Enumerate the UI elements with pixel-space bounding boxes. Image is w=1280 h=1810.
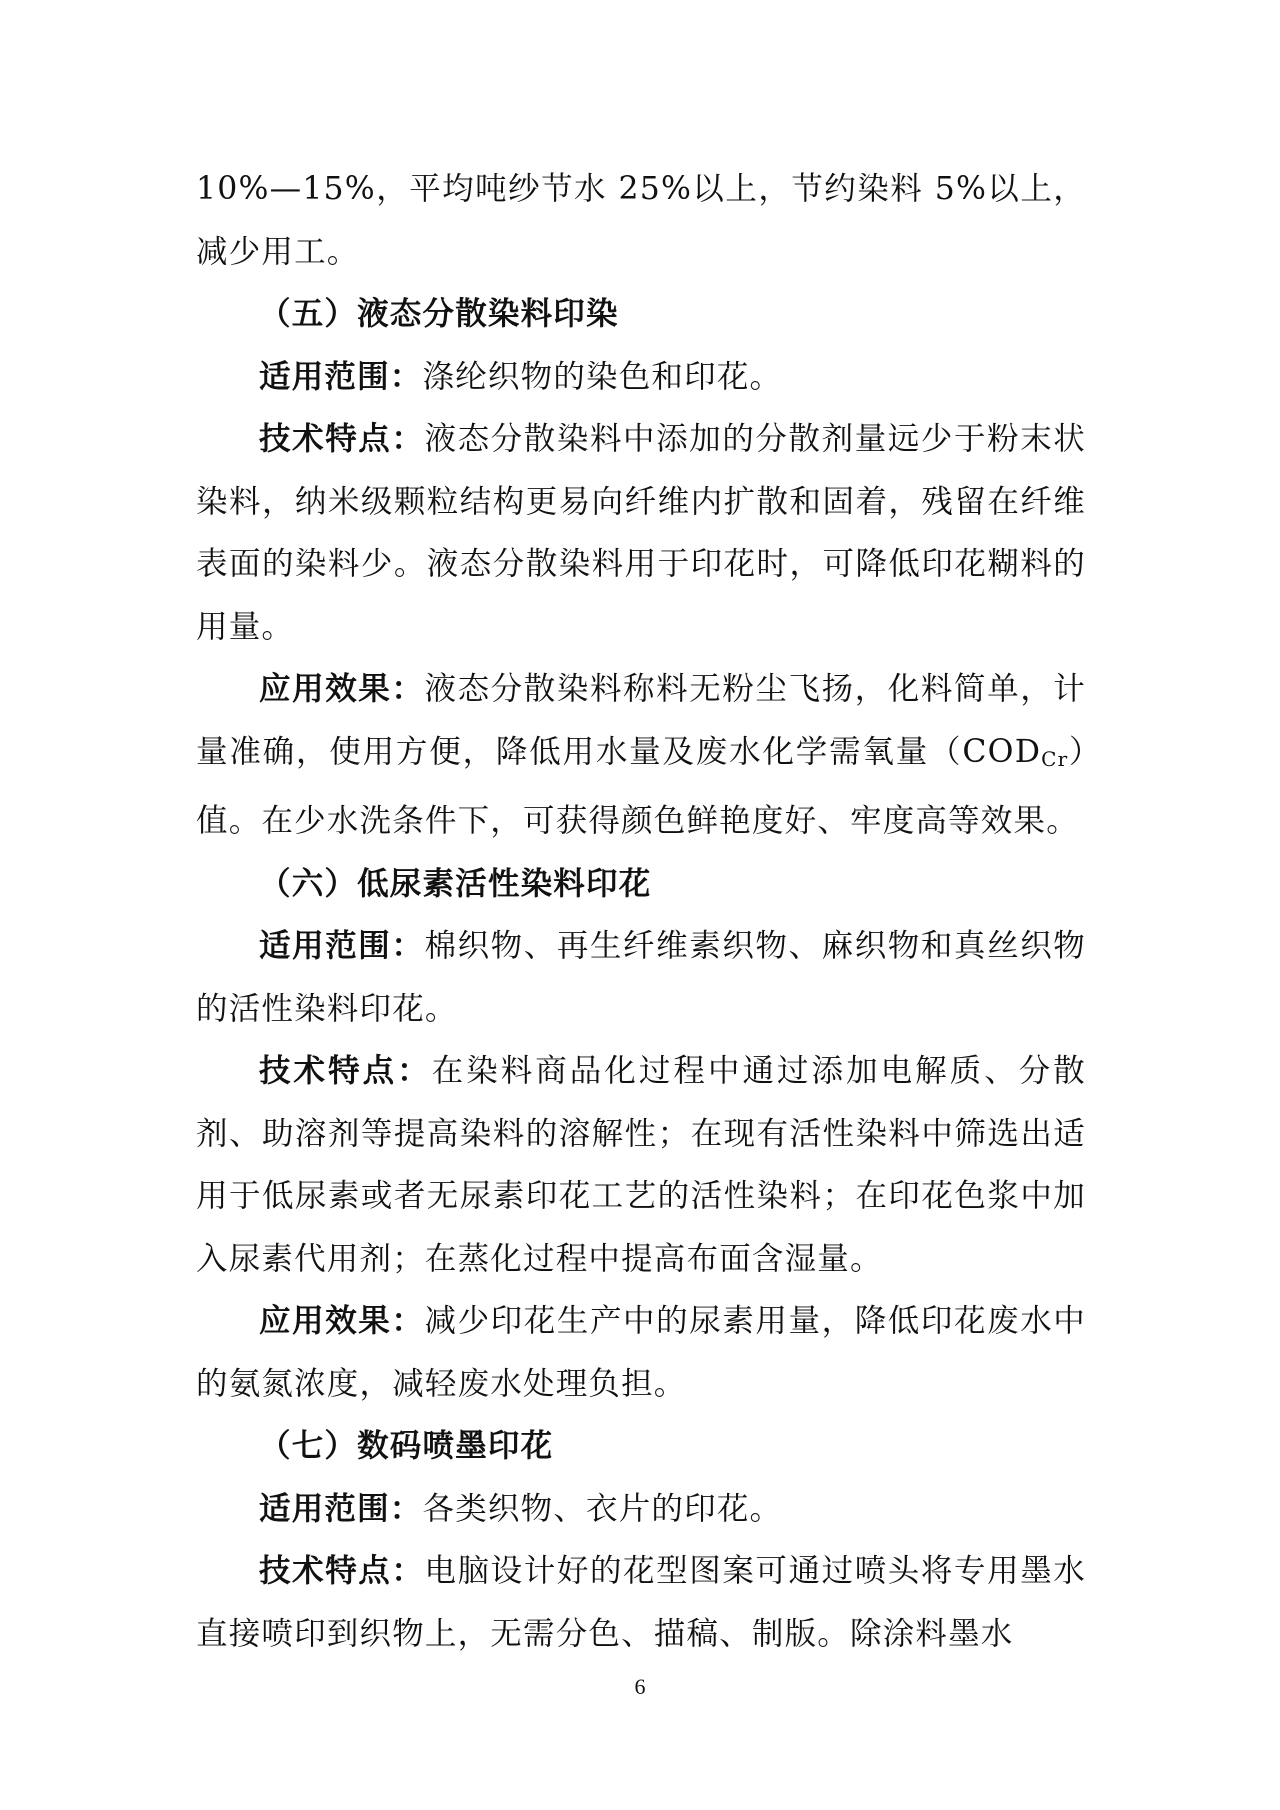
scope-label: 适用范围： <box>259 927 425 964</box>
feature-paragraph-7 <box>196 1540 1086 1665</box>
section-heading-6: （六）低尿素活性染料印花 <box>259 864 652 902</box>
effect-text-tail: ）值。在少水洗条件下，可获得颜色鲜艳度好、牢度高等效果。 <box>196 733 1086 839</box>
cod-subscript: Cr <box>1041 746 1069 771</box>
feature-text: 电脑设计好的花型图案可通过喷头将专用墨水直接喷印到织物上，无需分色、描稿、制版。除涂料墨水 <box>196 1553 1086 1652</box>
section-heading-7: （七）数码喷墨印花 <box>259 1427 554 1464</box>
section-heading-5: （五）液态分散染料印染 <box>259 295 619 332</box>
scope-label: 适用范围： <box>259 357 423 395</box>
scope-text: 各类织物、衣片的印花。 <box>422 1490 783 1527</box>
effect-paragraph-5 <box>196 658 1086 853</box>
continuation-paragraph: 10%—15%，平均吨纱节水 25%以上，节约染料 5%以上，减少用工。 <box>196 171 1086 270</box>
feature-label: 技术特点： <box>259 1052 432 1089</box>
feature-paragraph-6 <box>196 1040 1086 1290</box>
feature-text: 在染料商品化过程中通过添加电解质、分散剂、助溶剂等提高染料的溶解性；在现有活性染料中筛选出适用于低尿素或者无尿素印花工艺的活性染料；在印花色浆中加入尿素代用剂；在蒸化过程中提高布面含湿量。 <box>196 1053 1086 1277</box>
feature-label: 技术特点： <box>259 420 425 457</box>
document-body <box>196 158 1086 1665</box>
effect-text: 减少印花生产中的尿素用量，降低印花废水中的氨氮浓度，减轻废水处理负担。 <box>196 1303 1086 1402</box>
effect-label: 应用效果： <box>259 1302 425 1339</box>
scope-paragraph-6 <box>196 915 1086 1040</box>
scope-label: 适用范围： <box>259 1489 423 1527</box>
effect-paragraph-6 <box>196 1290 1086 1415</box>
scope-text: 棉织物、再生纤维素织物、麻织物和真丝织物的活性染料印花。 <box>196 928 1086 1027</box>
feature-label: 技术特点： <box>259 1552 425 1589</box>
scope-text: 涤纶织物的染色和印花。 <box>422 358 783 395</box>
feature-paragraph-5 <box>196 408 1086 658</box>
scope-paragraph-7 <box>196 1478 1086 1541</box>
page-number: 6 <box>634 1674 646 1699</box>
scope-paragraph-5 <box>196 346 1086 409</box>
effect-label: 应用效果： <box>259 670 425 707</box>
effect-text: 液态分散染料称料无粉尘飞扬，化料简单，计量准确，使用方便，降低用水量及废水化学需氧量（COD <box>196 671 1086 770</box>
feature-text: 液态分散染料中添加的分散剂量远少于粉末状染料，纳米级颗粒结构更易向纤维内扩散和固着，残留在纤维表面的染料少。液态分散染料用于印花时，可降低印花糊料的用量。 <box>196 421 1086 645</box>
